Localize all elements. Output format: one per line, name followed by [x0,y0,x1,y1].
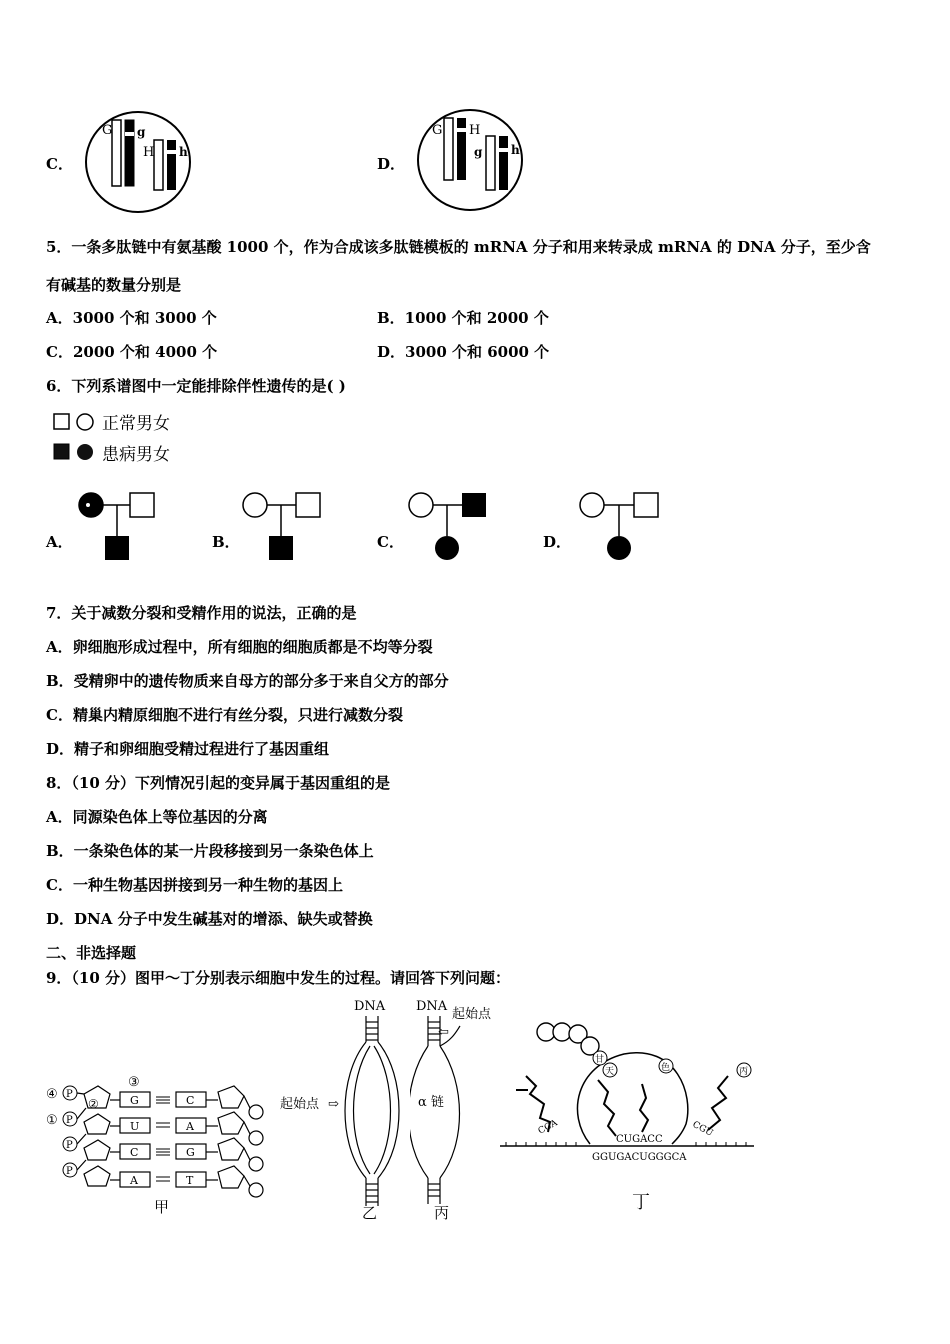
q7-option-b[interactable]: B．受精卵中的遗传物质来自母方的部分多于来自父方的部分 [46,672,449,690]
ding-caption: 丁 [632,1192,650,1213]
q4-d-gene-h-lower: h [511,143,520,157]
jia-left-base-1: G [130,1094,139,1107]
jia-phosphate-2: P [66,1115,73,1126]
pedigree-legend-symbols [52,410,100,464]
pedigree-c-mother-normal [409,493,433,517]
jia-phosphate-4: P [66,1166,73,1177]
jia-phosphate-1: P [66,1089,73,1100]
jia-left-base-4: A [130,1174,138,1187]
q6-stem: 6．下列系谱图中一定能排除伴性遗传的是( ) [46,377,346,395]
pedigree-c [406,488,496,568]
q8-stem: 8．（10 分）下列情况引起的变异属于基因重组的是 [46,774,391,792]
affected-female-circle-icon [77,444,93,460]
q7-option-c[interactable]: C．精巢内精原细胞不进行有丝分裂，只进行减数分裂 [46,706,403,724]
q8-option-d[interactable]: D．DNA 分子中发生碱基对的增添、缺失或替换 [46,910,373,928]
q5-stem-line2: 有碱基的数量分别是 [46,276,182,294]
normal-male-square-icon [54,414,69,429]
figure-jia-nucleotide-chain [44,1072,274,1220]
legend-affected-text: 患病男女 [102,445,170,465]
q5-stem-line1: 5．一条多肽链中有氨基酸 1000 个，作为合成该多肽链模板的 mRNA 分子和用来转录成 mRNA 的 DNA 分子，至少含 [46,238,871,256]
q7-option-d[interactable]: D．精子和卵细胞受精过程进行了基因重组 [46,740,330,758]
figure-bing-transcription [410,996,510,1220]
pedigree-d-mother-normal [580,493,604,517]
ding-mrna-sequence: GGUGACUGGGCA [592,1152,687,1163]
figure-ding-translation [496,1014,760,1220]
q4-option-c-label[interactable]: C． [46,155,73,173]
q6-option-a-label[interactable]: A． [46,533,73,551]
jia-marker-3: ③ [128,1075,140,1090]
pedigree-d-father-normal [634,493,658,517]
ding-anticodon-right: CGU [690,1119,715,1139]
q4-d-gene-g-upper: G [432,123,443,138]
bing-alpha-chain-label: α 链 [418,1095,444,1110]
bing-caption: 丙 [434,1204,450,1220]
pedigree-d [576,488,666,568]
q8-option-b[interactable]: B．一条染色体的某一片段移接到另一条染色体上 [46,842,374,860]
q4-c-gene-g-lower: g [137,125,146,139]
pedigree-b-mother-normal [243,493,267,517]
bing-origin-label: 起始点 [452,1007,492,1022]
jia-left-base-3: C [130,1146,139,1159]
jia-right-base-2: A [186,1120,194,1133]
q7-stem: 7．关于减数分裂和受精作用的说法，正确的是 [46,604,357,622]
pedigree-a [74,488,164,568]
affected-male-square-icon [54,444,69,459]
pedigree-b-son-affected [269,536,293,560]
ding-aa-2: 天 [605,1067,615,1077]
bing-origin-arrow-icon: ⇦ [438,1025,449,1040]
q4-d-gene-h-upper: H [469,123,481,138]
q5-option-c[interactable]: C．2000 个和 4000 个 [46,343,218,361]
pedigree-a-father-normal [130,493,154,517]
q4-d-gene-g-lower: g [474,145,483,159]
normal-female-circle-icon [77,414,93,430]
pedigree-b-father-normal [296,493,320,517]
pedigree-a-son-affected [105,536,129,560]
jia-marker-1: ① [46,1113,58,1128]
ding-aa-1: 甘 [595,1055,605,1065]
q7-option-a[interactable]: A．卵细胞形成过程中，所有细胞的细胞质都是不均等分裂 [46,638,433,656]
q4-option-d-cell-diagram [412,106,532,216]
figure-yi-dna-replication [276,996,416,1220]
section-heading: 二、非选择题 [46,944,137,962]
ding-aa-3: 色 [661,1063,671,1073]
q6-option-c-label[interactable]: C． [377,533,404,551]
yi-origin-label: 起始点 [280,1097,320,1112]
q8-option-c[interactable]: C．一种生物基因拼接到另一种生物的基因上 [46,876,343,894]
q9-stem: 9．（10 分）图甲～丁分别表示细胞中发生的过程。请回答下列问题： [46,969,511,987]
jia-caption: 甲 [154,1198,170,1216]
q4-option-d-label[interactable]: D． [377,155,406,173]
jia-left-base-2: U [130,1120,140,1133]
yi-caption: 乙 [362,1204,378,1220]
yi-origin-arrow-icon: ⇨ [328,1097,339,1112]
bing-dna-label: DNA [416,999,448,1014]
q5-option-a[interactable]: A．3000 个和 3000 个 [46,309,217,327]
ding-anticodon-pair: CUGACC [616,1134,663,1145]
pedigree-a-mother-affected [79,493,103,517]
q4-option-c-cell-diagram [80,108,200,218]
jia-phosphate-group [63,1086,77,1177]
legend-normal-text: 正常男女 [102,414,170,434]
pedigree-c-daughter-affected [435,536,459,560]
q6-option-d-label[interactable]: D． [543,533,572,551]
pedigree-d-daughter-affected [607,536,631,560]
yi-dna-label: DNA [354,999,386,1014]
jia-phosphate-3: P [66,1140,73,1151]
ding-aa-4: 丙 [739,1067,749,1077]
ding-anticodon-left: CCA [536,1118,560,1137]
q4-c-gene-h-lower: h [179,145,188,159]
jia-right-base-1: C [186,1094,195,1107]
q5-option-d[interactable]: D．3000 个和 6000 个 [377,343,550,361]
jia-right-base-3: G [186,1146,195,1159]
jia-marker-2: ② [88,1097,99,1111]
jia-marker-4: ④ [46,1087,58,1102]
q4-c-gene-h-upper: H [143,145,155,160]
jia-right-base-4: T [186,1174,194,1187]
q6-option-b-label[interactable]: B． [212,533,240,551]
q8-option-a[interactable]: A．同源染色体上等位基因的分离 [46,808,268,826]
q5-option-b[interactable]: B．1000 个和 2000 个 [377,309,549,327]
pedigree-b [240,488,330,568]
pedigree-c-father-affected [462,493,486,517]
q4-c-gene-g-upper: G [102,123,113,138]
